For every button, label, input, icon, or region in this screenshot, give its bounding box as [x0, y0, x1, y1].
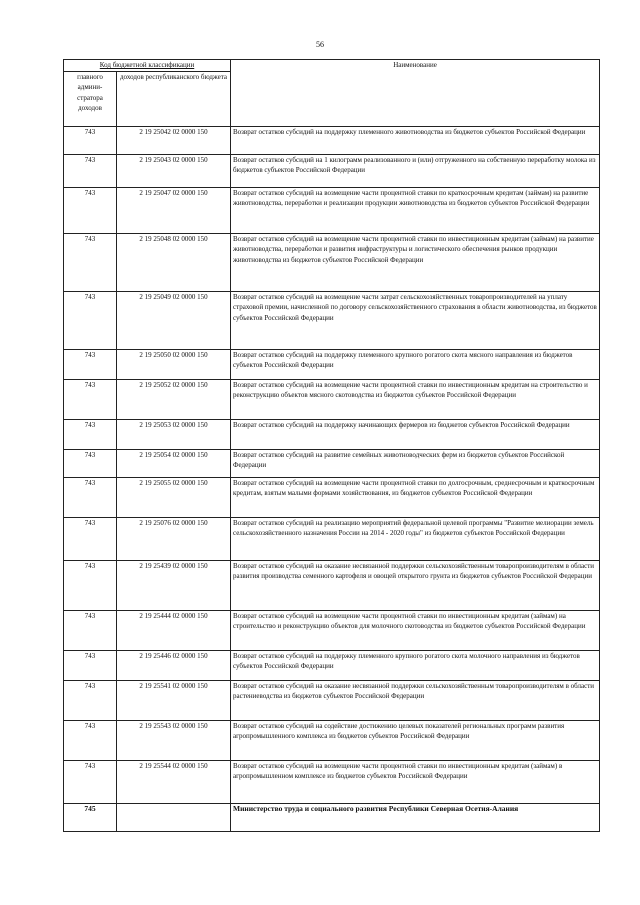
table-row [64, 680, 600, 720]
name-cell: Возврат остатков субсидий на развитие семейных животноводческих ферм из бюджетов субъектов Российской Федерации [231, 449, 600, 477]
name-cell: Возврат остатков субсидий на возмещение части процентной ставки по инвестиционным кредитам на строительство и реконструкцию объектов мясного скотоводства из бюджетов субъектов Российской Федерации [231, 379, 600, 419]
table-row [64, 233, 600, 291]
income-code-cell: 2 19 25544 02 0000 150 [117, 760, 231, 803]
income-code-cell: 2 19 25076 02 0000 150 [117, 517, 231, 560]
name-cell: Возврат остатков субсидий на возмещение части процентной ставки по долгосрочным, среднесрочным и краткосрочным кредитам, взятым малыми формами хозяйствования, из бюджетов субъектов Российской Федерации [231, 477, 600, 517]
name-cell: Возврат остатков субсидий на возмещение части затрат сельскохозяйственных товаропроизводителей на уплату страховой премии, начисленной по договору сельскохозяйственного страхования в области животноводства, из бюджетов субъектов Российской Федерации [231, 291, 600, 349]
admin-code-cell: 743 [64, 154, 117, 187]
table-row [64, 720, 600, 760]
header-budget-code-group: Код бюджетной классификации [64, 60, 231, 72]
name-cell: Возврат остатков субсидий на поддержку племенного животноводства из бюджетов субъектов Российской Федерации [231, 126, 600, 154]
table-row [64, 449, 600, 477]
table-row [64, 650, 600, 680]
name-cell: Возврат остатков субсидий на возмещение части процентной ставки по инвестиционным кредитам (займам) на строительство и реконструкцию объектов для молочного скотоводства из бюджетов субъектов Российской Федерации [231, 610, 600, 650]
header-name: Наименование [231, 60, 600, 127]
table-row [64, 560, 600, 610]
income-code-cell: 2 19 25043 02 0000 150 [117, 154, 231, 187]
name-cell: Возврат остатков субсидий на возмещение части процентной ставки по инвестиционным кредитам (займам) в агропромышленном комплексе из бюджетов субъектов Российской Федерации [231, 760, 600, 803]
admin-code-cell: 743 [64, 760, 117, 803]
table-row [64, 419, 600, 449]
name-cell: Возврат остатков субсидий на поддержку начинающих фермеров из бюджетов субъектов Российской Федерации [231, 419, 600, 449]
admin-code-cell: 743 [64, 187, 117, 233]
name-cell: Возврат остатков субсидий на поддержку племенного крупного рогатого скота мясного направления из бюджетов субъектов Российской Федерации [231, 349, 600, 379]
name-cell: Возврат остатков субсидий на 1 килограмм реализованного и (или) отгруженного на собственную переработку молока из бюджетов субъектов Российской Федерации [231, 154, 600, 187]
header-admin-code: главного админи-стратора доходов [64, 71, 117, 126]
name-cell: Возврат остатков субсидий на поддержку племенного крупного рогатого скота молочного направления из бюджетов субъектов Российской Федерации [231, 650, 600, 680]
table-row [64, 379, 600, 419]
table-row [64, 803, 600, 831]
income-code-cell: 2 19 25052 02 0000 150 [117, 379, 231, 419]
admin-code-cell: 743 [64, 650, 117, 680]
income-code-cell: 2 19 25055 02 0000 150 [117, 477, 231, 517]
admin-code-cell: 745 [64, 803, 117, 831]
name-cell: Министерство труда и социального развития Республики Северная Осетия-Алания [231, 803, 600, 831]
income-code-cell: 2 19 25543 02 0000 150 [117, 720, 231, 760]
income-code-cell: 2 19 25439 02 0000 150 [117, 560, 231, 610]
admin-code-cell: 743 [64, 233, 117, 291]
table-row [64, 154, 600, 187]
admin-code-cell: 743 [64, 449, 117, 477]
admin-code-cell: 743 [64, 419, 117, 449]
income-code-cell [117, 803, 231, 831]
table-row [64, 349, 600, 379]
admin-code-cell: 743 [64, 477, 117, 517]
admin-code-cell: 743 [64, 680, 117, 720]
table-row [64, 760, 600, 803]
name-cell: Возврат остатков субсидий на оказание несвязанной поддержки сельскохозяйственным товаропроизводителям в области растениеводства из бюджетов субъектов Российской Федерации [231, 680, 600, 720]
name-cell: Возврат остатков субсидий на содействие достижению целевых показателей региональных программ развития агропромышленного комплекса из бюджетов субъектов Российской Федерации [231, 720, 600, 760]
admin-code-cell: 743 [64, 126, 117, 154]
table-row [64, 610, 600, 650]
admin-code-cell: 743 [64, 517, 117, 560]
income-code-cell: 2 19 25541 02 0000 150 [117, 680, 231, 720]
table-row [64, 126, 600, 154]
name-cell: Возврат остатков субсидий на реализацию мероприятий федеральной целевой программы "Развитие мелиорации земель сельскохозяйственного назначения России на 2014 - 2020 годы" из бюджетов субъектов Российской Федерации [231, 517, 600, 560]
name-cell: Возврат остатков субсидий на возмещение части процентной ставки по краткосрочным кредитам (займам) на развитие животноводства, переработки и реализации продукции животноводства из бюджетов субъектов Российской Федерации [231, 187, 600, 233]
header-income-code: доходов республиканского бюджета [117, 71, 231, 126]
table-row [64, 517, 600, 560]
income-code-cell: 2 19 25049 02 0000 150 [117, 291, 231, 349]
admin-code-cell: 743 [64, 349, 117, 379]
admin-code-cell: 743 [64, 720, 117, 760]
name-cell: Возврат остатков субсидий на возмещение части процентной ставки по инвестиционным кредитам (займам) на развитие животноводства, переработки и развития инфраструктуры и логистического обеспечения рынков продукции животноводства из бюджетов субъектов Российской Федерации [231, 233, 600, 291]
table-body [64, 126, 600, 831]
income-code-cell: 2 19 25053 02 0000 150 [117, 419, 231, 449]
income-code-cell: 2 19 25054 02 0000 150 [117, 449, 231, 477]
table-row [64, 291, 600, 349]
page-number: 56 [316, 40, 324, 49]
table-row [64, 187, 600, 233]
name-cell: Возврат остатков субсидий на оказание несвязанной поддержки сельскохозяйственным товаропроизводителям в области развития производства семенного картофеля и овощей открытого грунта из бюджетов субъектов Российской Федерации [231, 560, 600, 610]
income-code-cell: 2 19 25047 02 0000 150 [117, 187, 231, 233]
admin-code-cell: 743 [64, 379, 117, 419]
income-code-cell: 2 19 25042 02 0000 150 [117, 126, 231, 154]
income-code-cell: 2 19 25050 02 0000 150 [117, 349, 231, 379]
income-code-cell: 2 19 25446 02 0000 150 [117, 650, 231, 680]
admin-code-cell: 743 [64, 291, 117, 349]
income-code-cell: 2 19 25048 02 0000 150 [117, 233, 231, 291]
table-row [64, 477, 600, 517]
income-code-cell: 2 19 25444 02 0000 150 [117, 610, 231, 650]
budget-classification-table [63, 59, 600, 832]
admin-code-cell: 743 [64, 560, 117, 610]
admin-code-cell: 743 [64, 610, 117, 650]
